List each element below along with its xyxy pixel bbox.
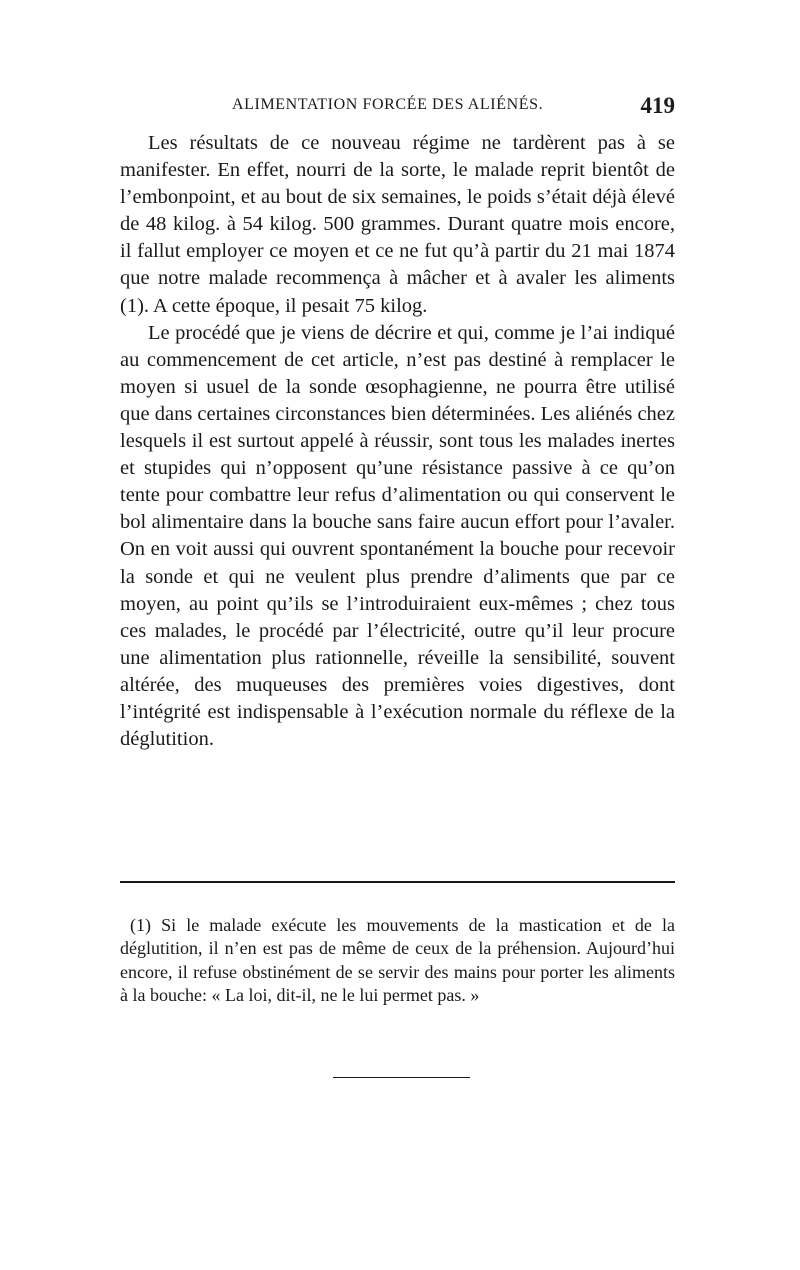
footnote: (1) Si le malade exécute les mouvements de la mastication et de la déglutition, il n’en est pas de même de ceux de la préhension. Aujourd’hui encore, il refuse obstinément de se servir des mains pour porter les aliments à la bouche: « La loi, dit-il, ne le lui permet pas. » xyxy=(120,915,675,1006)
body-text xyxy=(120,130,675,753)
end-rule xyxy=(333,1077,470,1078)
paragraph: Le procédé que je viens de décrire et qui, comme je l’ai indiqué au commencement de cet article, n’est pas destiné à remplacer le moyen si usuel de la sonde œsophagienne, ne pourra être utilisé que dans certaines circonstances bien déterminées. Les aliénés chez lesquels il est surtout appelé à réussir, sont tous les malades inertes et stupides qui n’opposent qu’une résistance passive à ce qu’on tente pour combattre leur refus d’alimentation ou qui conservent le bol alimentaire dans la bouche sans faire aucun effort pour l’avaler. On en voit aussi qui ouvrent spontanément la bouche pour recevoir la sonde et qui ne veulent plus prendre d’aliments que par ce moyen, au point qu’ils se l’introduiraient eux-mêmes ; chez tous ces malades, le procédé par l’électricité, outre qu’il leur procure une alimentation plus rationnelle, réveille la sensibilité, souvent altérée, des muqueuses des premières voies digestives, dont l’intégrité est indispensable à l’exécution normale du réflexe de la déglutition. xyxy=(120,321,675,751)
running-head: ALIMENTATION FORCÉE DES ALIÉNÉS. xyxy=(232,96,544,113)
page-number: 419 xyxy=(640,93,675,118)
page-header xyxy=(120,93,675,126)
footnote-separator xyxy=(120,881,675,883)
paragraph: Les résultats de ce nouveau régime ne tardèrent pas à se manifester. En effet, nourri de la sorte, le malade reprit bientôt de l’embonpoint, et au bout de six semaines, le poids s’était déjà élevé de 48 kilog. à 54 kilog. 500 grammes. Durant quatre mois encore, il fallut employer ce moyen et ce ne fut qu’à partir du 21 mai 1874 que notre malade recommença à mâcher et à avaler les aliments (1). A cette époque, il pesait 75 kilog. xyxy=(120,132,675,317)
